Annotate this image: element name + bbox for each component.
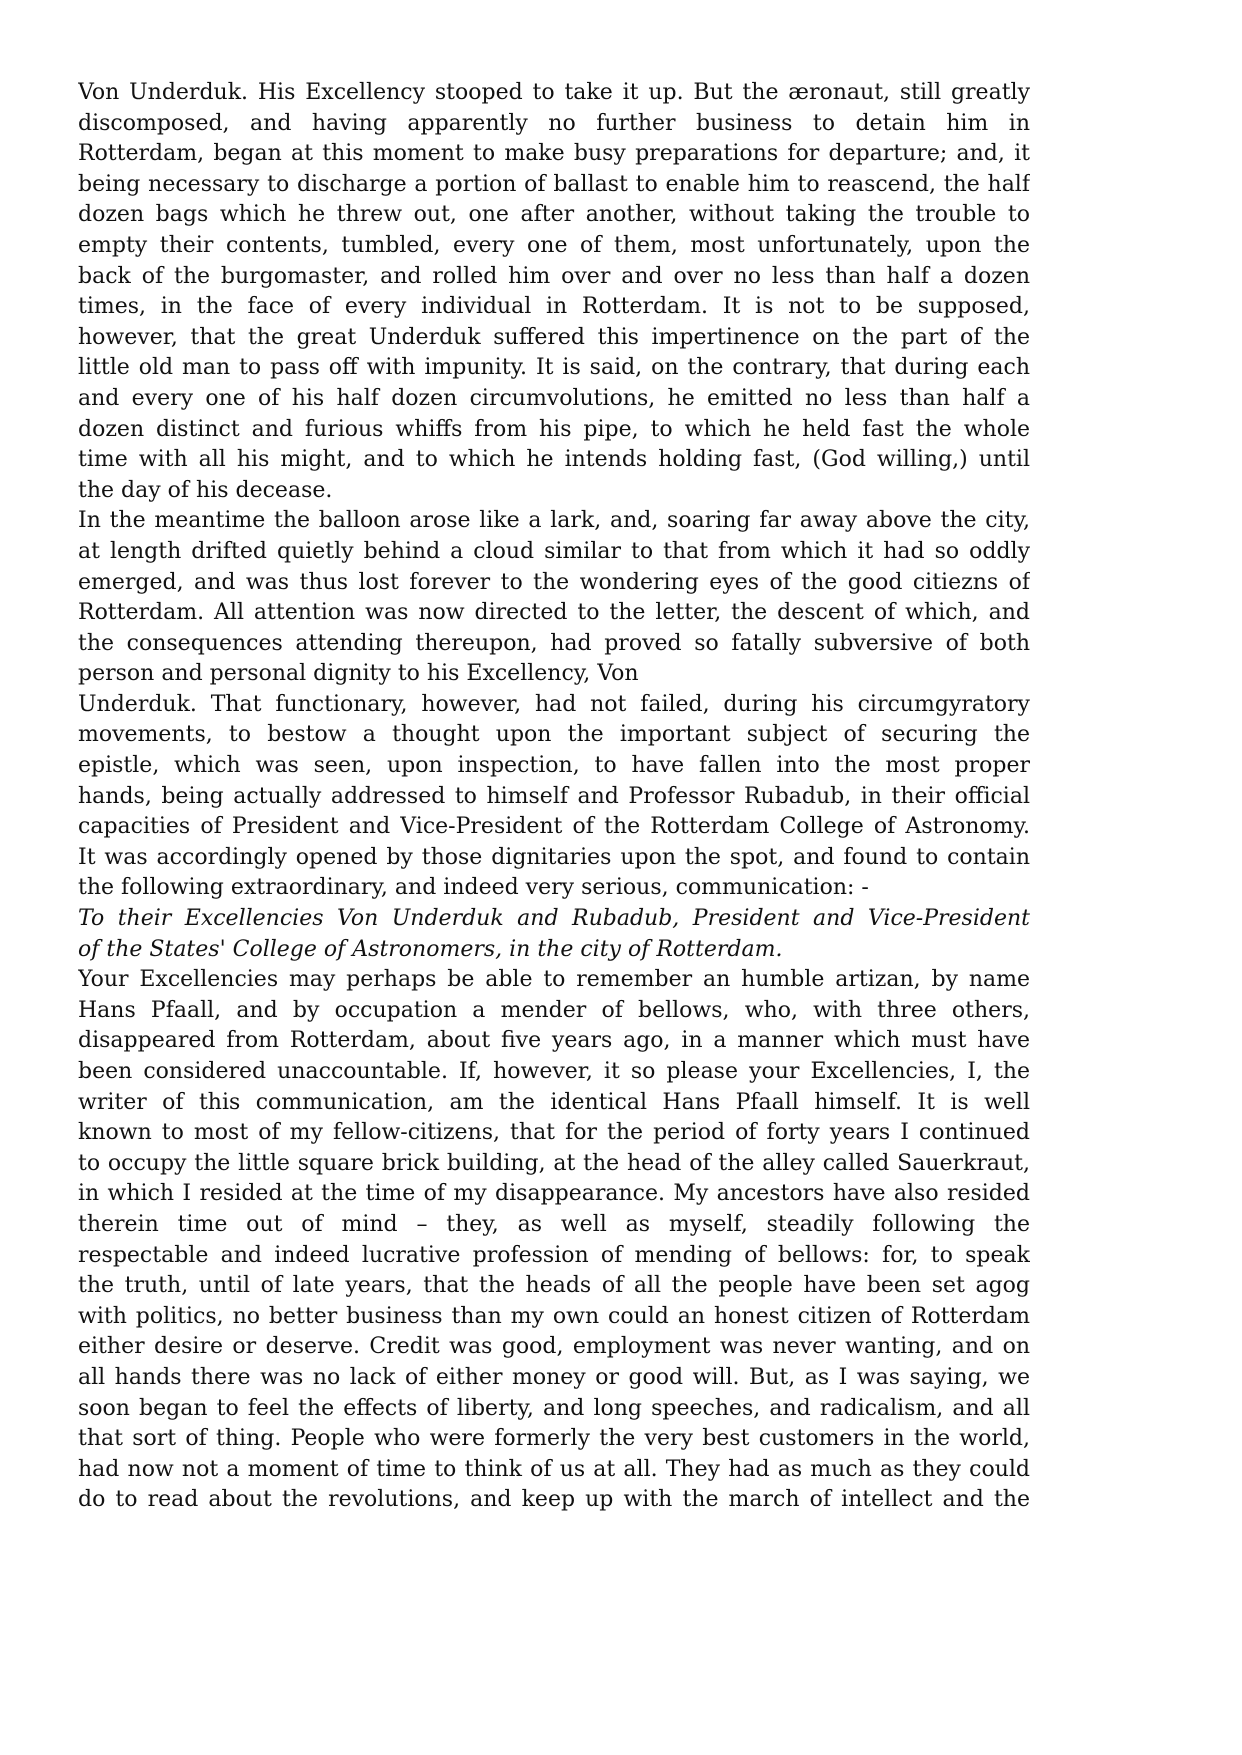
text-line: to occupy the little square brick building, at the head of the alley called Sauerkraut, — [78, 1150, 1030, 1176]
paragraph — [78, 690, 1030, 904]
text-line: emerged, and was thus lost forever to the wondering eyes of the good citiezns of — [78, 569, 1030, 595]
text-line: with politics, no better business than my own could an honest citizen of Rotterdam — [78, 1303, 1030, 1329]
paragraph — [78, 506, 1030, 690]
text-line: Hans Pfaall, and by occupation a mender of bellows, who, with three others, — [78, 997, 1030, 1023]
text-line: empty their contents, tumbled, every one of them, most unfortunately, upon the — [78, 232, 1030, 258]
text-line: however, that the great Underduk suffered this impertinence on the part of the — [78, 324, 1030, 350]
text-line: Underduk. That functionary, however, had not failed, during his circumgyratory — [78, 691, 1030, 717]
text-line: In the meantime the balloon arose like a lark, and, soaring far away above the city, — [78, 508, 1030, 534]
text-line: been considered unaccountable. If, however, it so please your Excellencies, I, the — [78, 1059, 1030, 1084]
text-line: movements, to bestow a thought upon the important subject of securing the — [78, 722, 1030, 748]
text-line: the truth, until of late years, that the heads of all the people have been set agog — [78, 1273, 1030, 1299]
text-line: the following extraordinary, and indeed very serious, communication: - — [78, 875, 869, 901]
text-line: that sort of thing. People who were formerly the very best customers in the world, — [78, 1426, 1030, 1452]
text-line: hands, being actually addressed to himself and Professor Rubadub, in their official — [78, 783, 1030, 809]
text-line: respectable and indeed lucrative profession of mending of bellows: for, to speak — [78, 1242, 1030, 1268]
text-line: little old man to pass off with impunity. It is said, on the contrary, that during each — [78, 355, 1030, 381]
text-line: person and personal dignity to his Excellency, Von — [78, 661, 639, 687]
document-page — [78, 78, 1030, 1516]
text-line: at length drifted quietly behind a cloud similar to that from which it had so oddly — [78, 538, 1030, 564]
text-line: either desire or deserve. Credit was good, employment was never wanting, and on — [78, 1334, 1030, 1360]
text-line: and every one of his half dozen circumvolutions, he emitted no less than half a — [78, 385, 1030, 411]
text-line: It was accordingly opened by those dignitaries upon the spot, and found to contain — [78, 844, 1030, 870]
text-line: therein time out of mind – they, as well as myself, steadily following the — [78, 1211, 1030, 1237]
text-line: dozen bags which he threw out, one after another, without taking the trouble to — [78, 202, 1030, 228]
text-line: writer of this communication, am the identical Hans Pfaall himself. It is well — [78, 1089, 1030, 1115]
text-line: capacities of President and Vice-President of the Rotterdam College of Astronomy. — [78, 814, 1030, 840]
text-line: epistle, which was seen, upon inspection, to have fallen into the most proper — [78, 753, 1030, 779]
text-line: To their Excellencies Von Underduk and Rubadub, President and Vice-President — [78, 906, 1030, 932]
text-line: the day of his decease. — [78, 477, 333, 503]
text-line: dozen distinct and furious whiffs from his pipe, to which he held fast the whole — [78, 416, 1030, 442]
text-line: time with all his might, and to which he intends holding fast, (God willing,) until — [78, 447, 1030, 473]
text-line: of the States' College of Astronomers, in the city of Rotterdam. — [78, 936, 783, 962]
text-line: times, in the face of every individual in Rotterdam. It is not to be supposed, — [78, 294, 1030, 320]
text-line: Rotterdam. All attention was now directed to the letter, the descent of which, and — [78, 600, 1030, 626]
text-line: Your Excellencies may perhaps be able to remember an humble artizan, by name — [78, 967, 1030, 993]
text-line: Von Underduk. His Excellency stooped to take it up. But the æronaut, still greatly — [78, 80, 1030, 105]
text-line: disappeared from Rotterdam, about five years ago, in a manner which must have — [78, 1028, 1030, 1054]
paragraph — [78, 78, 1030, 506]
text-line: discomposed, and having apparently no further business to detain him in — [78, 110, 1030, 136]
paragraph — [78, 965, 1030, 1516]
text-line: in which I resided at the time of my disappearance. My ancestors have also resided — [78, 1181, 1030, 1207]
text-line: all hands there was no lack of either money or good will. But, as I was saying, we — [78, 1364, 1030, 1390]
text-line: the consequences attending thereupon, had proved so fatally subversive of both — [78, 630, 1030, 656]
text-line: soon began to feel the effects of liberty, and long speeches, and radicalism, and all — [78, 1395, 1030, 1421]
text-line: Rotterdam, began at this moment to make busy preparations for departure; and, it — [78, 141, 1030, 167]
text-line: do to read about the revolutions, and keep up with the march of intellect and the — [78, 1487, 1030, 1513]
letter-address — [78, 904, 1030, 965]
text-line: had now not a moment of time to think of us at all. They had as much as they could — [78, 1456, 1030, 1482]
text-line: being necessary to discharge a portion of ballast to enable him to reascend, the half — [78, 171, 1030, 197]
text-line: back of the burgomaster, and rolled him over and over no less than half a dozen — [78, 263, 1030, 289]
text-line: known to most of my fellow-citizens, that for the period of forty years I continued — [78, 1120, 1030, 1146]
